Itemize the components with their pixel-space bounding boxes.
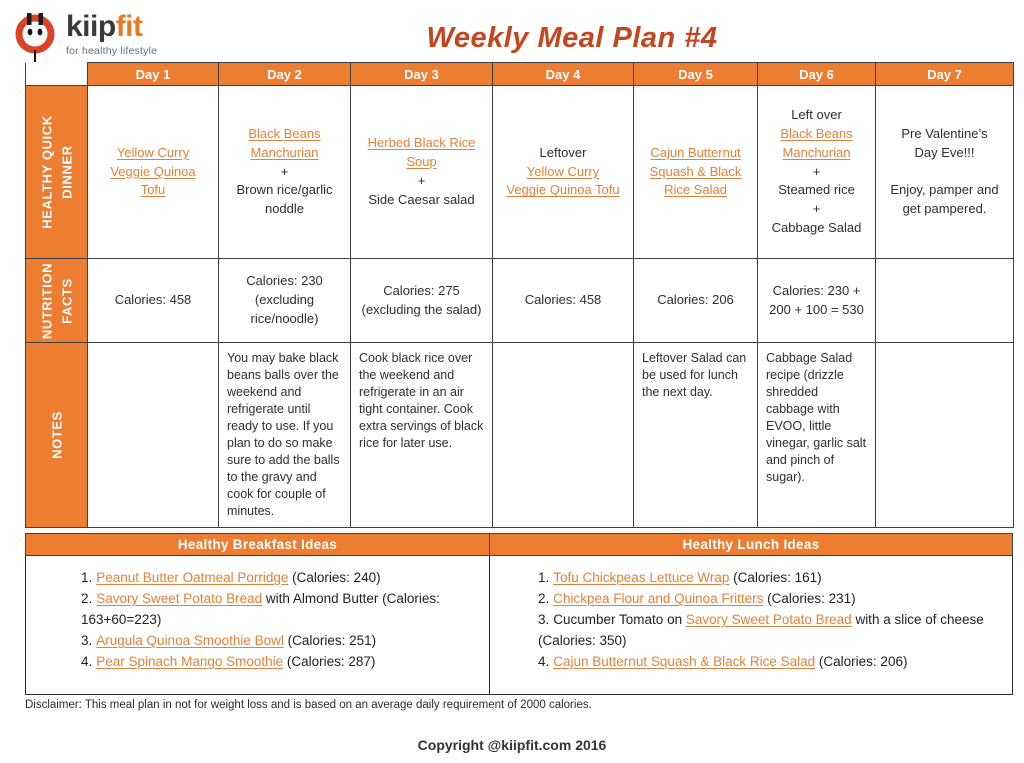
text-segment: + (417, 173, 426, 188)
dinner-cell-day4 (493, 86, 634, 259)
notes-cell-day5 (634, 343, 758, 528)
nutrition-cell-day6 (758, 259, 876, 343)
text-segment: with a slice of cheese (Calories: 350) (538, 611, 984, 648)
brand-kiip: kiip (66, 10, 116, 43)
recipe-link[interactable]: Savory Sweet Potato Bread (96, 590, 263, 606)
logo-tagline: for healthy lifestyle (66, 45, 158, 57)
text-segment: Calories: 206 (657, 292, 734, 308)
table-corner-cell (26, 63, 88, 86)
recipe-link[interactable]: Yellow Curry Veggie Quinoa Tofu (110, 144, 196, 198)
recipe-link[interactable]: Cajun Butternut Squash & Black Rice Salad (649, 144, 742, 198)
idea-item-2 (81, 589, 481, 631)
day-header-6: Day 6 (758, 63, 876, 86)
text-segment: + (280, 163, 289, 179)
recipe-link[interactable]: Black Beans Manchurian (248, 125, 321, 160)
idea-item-number: 3. (538, 611, 550, 627)
text-segment: Leftover (539, 144, 587, 160)
notes-cell-day7 (876, 343, 1014, 528)
idea-item-number: 1. (81, 570, 93, 585)
recipe-link[interactable]: Black Beans Manchurian (780, 125, 853, 160)
row-label-text: NOTES (48, 411, 64, 459)
text-segment: Calories: 230 (excluding rice/noodle) (246, 273, 323, 326)
text-segment: Steamed rice (778, 182, 855, 198)
breakfast-ideas-header: Healthy Breakfast Ideas (25, 533, 490, 556)
text-segment: (Calories: 231) (763, 590, 856, 606)
text-segment: (Calories: 161) (729, 570, 822, 585)
row-label-text: HEALTHY QUICK DINNER (39, 115, 74, 229)
idea-item-2 (538, 589, 1004, 610)
recipe-link[interactable]: Peanut Butter Oatmeal Porridge (96, 570, 289, 585)
dinner-cell-day3 (351, 86, 493, 259)
text-segment: Calories: 230 + 200 + 100 = 530 (769, 282, 864, 317)
idea-item-number: 4. (538, 653, 550, 669)
text-segment: Cabbage Salad (771, 220, 862, 236)
day-header-5: Day 5 (634, 63, 758, 86)
row-label-dinner (26, 86, 88, 259)
text-segment: Calories: 458 (524, 292, 602, 308)
ideas-section (25, 533, 1013, 695)
day-header-row (26, 63, 1014, 86)
recipe-link[interactable]: Cajun Butternut Squash & Black Rice Salad (553, 653, 816, 669)
text-segment: (Calories: 251) (283, 632, 377, 648)
day-header-7: Day 7 (876, 63, 1014, 86)
idea-item-4 (81, 652, 481, 673)
notes-cell-day3 (351, 343, 493, 528)
idea-item-number: 2. (81, 590, 93, 606)
idea-item-number: 3. (81, 632, 93, 648)
idea-item-4 (538, 652, 1004, 673)
meal-row-nutrition (26, 259, 1014, 343)
nutrition-cell-day4 (493, 259, 634, 343)
row-label-text: NUTRITION FACTS (39, 262, 74, 339)
text-segment: (Calories: 206) (815, 653, 908, 669)
idea-item-1 (538, 568, 1004, 589)
breakfast-ideas-list (25, 556, 490, 695)
idea-item-number: 1. (538, 570, 550, 585)
idea-item-number: 4. (81, 653, 93, 669)
text-segment: Leftover Salad can be used for lunch the next day. (642, 351, 747, 399)
meal-row-notes (26, 343, 1014, 528)
idea-item-3 (81, 631, 481, 652)
text-segment: Cabbage Salad recipe (drizzle shredded cabbage with EVOO, little vinegar, garlic salt and pinch of sugar). (766, 351, 867, 484)
text-segment: You may bake black beans balls over the weekend and refrigerate until ready to use. If you plan to do so make sure to add the balls to the gravy and cook for couple of minutes. (227, 351, 340, 518)
text-segment: Brown rice/garlic noddle (236, 182, 333, 217)
recipe-link[interactable]: Tofu Chickpeas Lettuce Wrap (553, 570, 730, 585)
text-segment: Left over (791, 107, 842, 123)
dinner-cell-day1 (88, 86, 219, 259)
idea-item-number: 2. (538, 590, 550, 606)
notes-cell-day2 (219, 343, 351, 528)
lunch-ideas-header: Healthy Lunch Ideas (489, 533, 1013, 556)
text-segment: Cook black rice over the weekend and refrigerate in an air tight container. Cook extra servings of black rice for later use. (359, 351, 484, 450)
dinner-cell-day6 (758, 86, 876, 259)
text-segment: Calories: 458 (114, 292, 192, 308)
idea-item-3 (538, 610, 1004, 652)
idea-item-1 (81, 568, 481, 589)
brand-fit: fit (115, 10, 143, 43)
breakfast-ideas-section (25, 533, 490, 695)
page-title: Weekly Meal Plan #4 (426, 22, 718, 54)
text-segment: + (812, 163, 821, 179)
recipe-link[interactable]: Herbed Black Rice Soup (367, 135, 476, 170)
text-segment: with Almond Butter (Calories: 163+60=223) (81, 590, 440, 627)
dinner-cell-day7 (876, 86, 1014, 259)
recipe-link[interactable]: Pear Spinach Mango Smoothie (96, 653, 284, 669)
nutrition-cell-day7 (876, 259, 1014, 343)
disclaimer-text: Disclaimer: This meal plan in not for weight loss and is based on an average daily requirement of 2000 calories. (25, 699, 592, 711)
nutrition-cell-day3 (351, 259, 493, 343)
notes-cell-day1 (88, 343, 219, 528)
row-label-notes (26, 343, 88, 528)
row-label-nutrition (26, 259, 88, 343)
text-segment: Side Caesar salad (368, 191, 475, 207)
notes-cell-day6 (758, 343, 876, 528)
text-segment: Pre Valentine’s Day Eve!!! (901, 125, 988, 160)
copyright-text: Copyright @kiipfit.com 2016 (417, 737, 607, 753)
text-segment: + (812, 201, 821, 217)
notes-cell-day4 (493, 343, 634, 528)
dinner-cell-day5 (634, 86, 758, 259)
text-segment: Calories: 275 (excluding the salad) (361, 282, 482, 317)
day-header-1: Day 1 (88, 63, 219, 86)
recipe-link[interactable]: Arugula Quinoa Smoothie Bowl (96, 632, 284, 648)
day-header-3: Day 3 (351, 63, 493, 86)
recipe-link[interactable]: Yellow Curry Veggie Quinoa Tofu (506, 163, 620, 198)
nutrition-cell-day2 (219, 259, 351, 343)
lunch-ideas-section (489, 533, 1013, 695)
text-segment: Cucumber Tomato on (553, 611, 686, 627)
text-segment: (Calories: 240) (288, 570, 381, 585)
nutrition-cell-day1 (88, 259, 219, 343)
lunch-ideas-list (489, 556, 1013, 695)
meal-row-dinner (26, 86, 1014, 259)
text-segment: (Calories: 287) (283, 653, 376, 669)
dinner-cell-day2 (219, 86, 351, 259)
meal-plan-table (25, 62, 1014, 528)
nutrition-cell-day5 (634, 259, 758, 343)
day-header-2: Day 2 (219, 63, 351, 86)
recipe-link[interactable]: Chickpea Flour and Quinoa Fritters (553, 590, 764, 606)
text-segment: Enjoy, pamper and get pampered. (890, 182, 999, 217)
recipe-link[interactable]: Savory Sweet Potato Bread (685, 611, 852, 627)
day-header-4: Day 4 (493, 63, 634, 86)
